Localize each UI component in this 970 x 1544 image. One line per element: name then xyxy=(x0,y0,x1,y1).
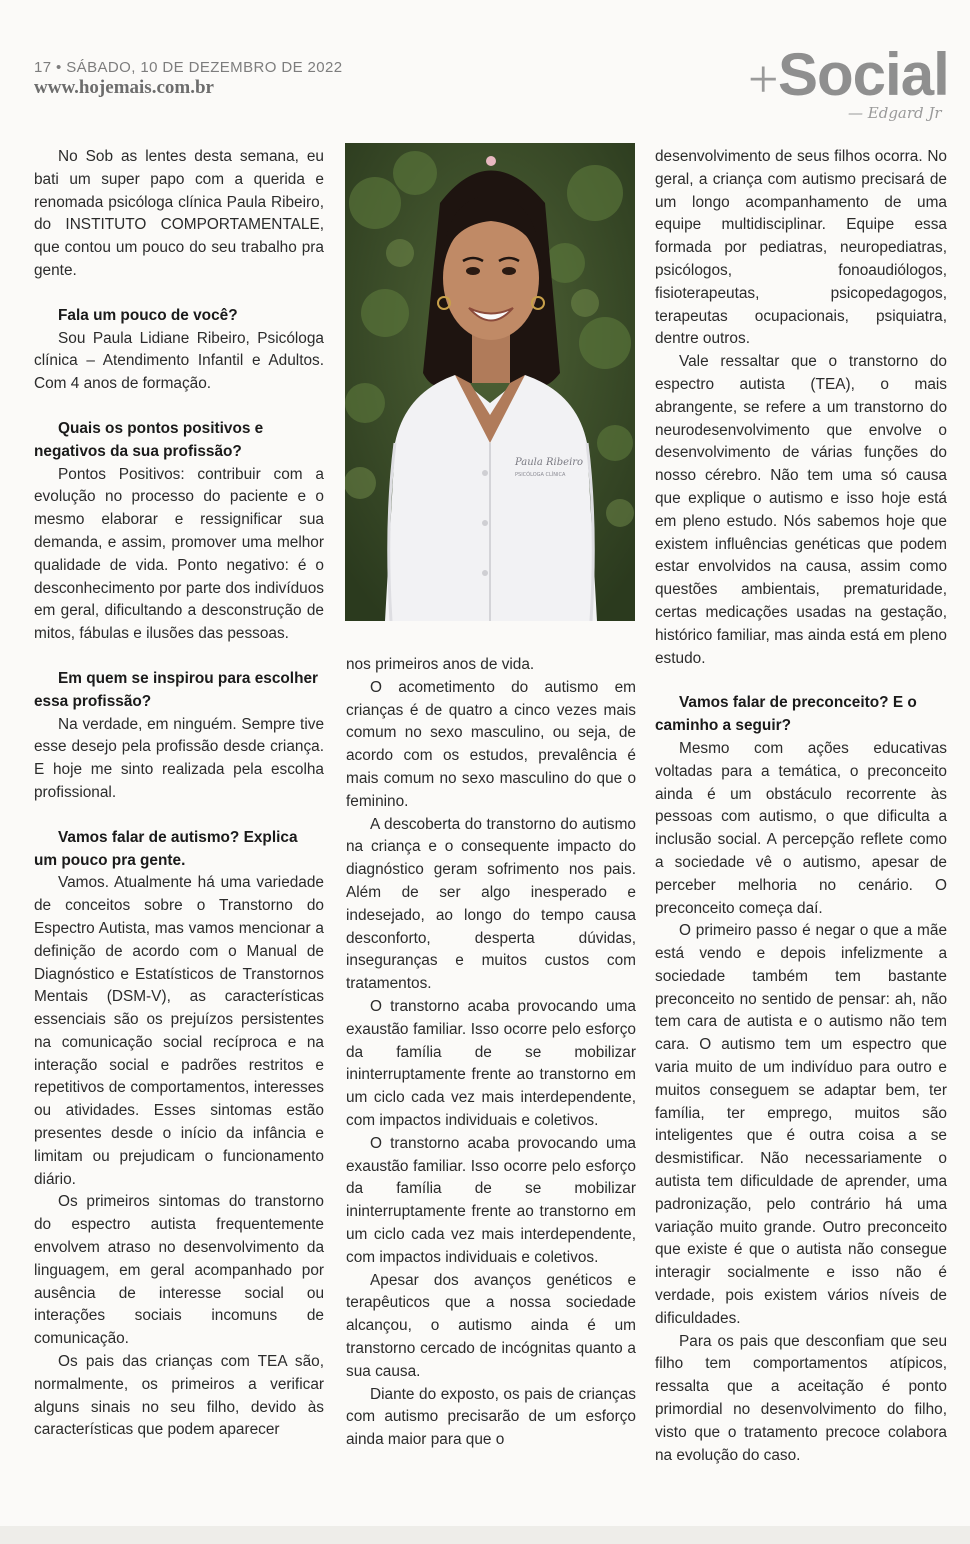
column-2-paragraph-4: O transtorno acaba provocando uma exaustão familiar. Isso ocorre pelo esforço da família de se mobilizar ininterruptamente frente ao transtorno em um ciclo cada vez mais interdependente, com impactos individuais e coletivos. xyxy=(346,1134,636,1266)
answer-5-paragraph-3: Para os pais que desconfiam que seu filho tem comportamentos atípicos, ressalta que a aceitação é ponto primordial no desenvolvimento do filho, visto que o tratamento precoce colabora na evolução do caso. xyxy=(655,1332,947,1464)
page-bottom-strip xyxy=(0,1526,970,1544)
answer-4-paragraph-2: Os primeiros sintomas do transtorno do espectro autista frequentemente envolvem atraso no desenvolvimento da linguagem, em geral acompanhado por ausência de interesse social ou interações sociais incomuns de comunicação. xyxy=(34,1193,324,1348)
column-2-paragraph-1: O acometimento do autismo em crianças é de quatro a cinco vezes mais comum no sexo masculino, ou seja, de acordo com os estudos, prevalência é mais comum no sexo masculino do que o feminino. xyxy=(346,678,636,810)
question-1: Fala um pouco de você? xyxy=(58,306,238,324)
question-3: Em quem se inspirou para escolher essa profissão? xyxy=(34,669,319,710)
column-2 xyxy=(346,654,636,1452)
column-3-paragraph-0: desenvolvimento de seus filhos ocorra. No geral, a criança com autismo precisará de um longo acompanhamento de uma equipe multidisciplinar. Equipe essa formada por pediatras, neuropediatras, psicólogos, fonoaudiólogos, fisioterapeutas, psicopedagogos, terapeutas ocupacionais, psiquiatra, dentre outros. xyxy=(655,148,947,348)
coat-name: Paula Ribeiro xyxy=(515,457,584,468)
answer-5-paragraph-1: Mesmo com ações educativas voltadas para a temática, o preconceito ainda é um obstáculo recorrente às pessoas com autismo, o que dificulta a inclusão social. A percepção reflete como a sociedade vê o autismo, apesar de perceber melhoria no cenário. O preconceito começa daí. xyxy=(655,739,947,917)
answer-4-paragraph-3: Os pais das crianças com TEA são, normalmente, os primeiros a verificar alguns sinais no seu filho, devido às características que podem aparecer xyxy=(34,1353,324,1439)
column-2-paragraph-0: nos primeiros anos de vida. xyxy=(346,656,535,673)
social-logo xyxy=(748,40,948,135)
answer-1: Sou Paula Lidiane Ribeiro, Psicóloga clínica – Atendimento Infantil e Adultos. Com 4 anos de formação. xyxy=(34,329,324,393)
question-2: Quais os pontos positivos e negativos da sua profissão? xyxy=(34,419,264,460)
question-4: Vamos falar de autismo? Explica um pouco pra gente. xyxy=(34,828,298,869)
question-5: Vamos falar de preconceito? E o caminho a seguir? xyxy=(655,694,917,735)
answer-4-paragraph-1: Vamos. Atualmente há uma variedade de conceitos sobre o Transtorno do Espectro Autista, mas vamos mencionar a definição de acordo com o Manual de Diagnóstico e Estatísticos de Transtornos Mentais (DSM-V), as características essenciais são os prejuízos persistentes na comunicação social recíproca e na interação social e padrões restritos e repetitivos de comportamentos, interesses ou atividades. Esses sintomas estão presentes desde o início da infância e limitam ou prejudicam o funcionamento diário. xyxy=(34,874,324,1188)
column-1 xyxy=(34,146,324,1442)
site-url[interactable]: www.hojemais.com.br xyxy=(34,77,214,98)
portrait-illustration xyxy=(345,143,635,621)
column-2-paragraph-5: Apesar dos avanços genéticos e terapêuticos que a nossa sociedade alcançou, o autismo ainda é um transtorno cercado de incógnitas quanto a sua causa. xyxy=(346,1271,636,1380)
logo-word: Social xyxy=(778,41,949,108)
column-2-paragraph-3: O transtorno acaba provocando uma exaustão familiar. Isso ocorre pelo esforço da família de se mobilizar ininterruptamente frente ao transtorno em um ciclo cada vez mais interdependente, com impactos individuais e coletivos. xyxy=(346,997,636,1129)
coat-title: PSICÓLOGA CLÍNICA xyxy=(515,472,566,478)
column-3-paragraph-1: Vale ressaltar que o transtorno do espectro autista (TEA), o mais abrangente, se refere a um transtorno do neurodesenvolvimento que envolve o desenvolvimento de várias funções do nosso cérebro. Não tem uma só causa que explique o autismo e isso hoje está em pleno estudo. Nós sabemos hoje que existem influências genéticas que podem estar envolvidos na causa, assim como questões ambientais, prematuridade, certas medicações usadas na gestação, histórico familiar, mas ainda está em pleno estudo. xyxy=(655,353,947,667)
logo-signature: — Edgard Jr xyxy=(848,104,942,122)
portrait-photo xyxy=(345,143,635,621)
column-3 xyxy=(655,146,947,1467)
date-line: 17 • SÁBADO, 10 DE DEZEMBRO DE 2022 xyxy=(34,59,343,76)
column-2-paragraph-6: Diante do exposto, os pais de crianças com autismo precisarão de um esforço ainda maior para que o xyxy=(346,1385,636,1449)
answer-3: Na verdade, em ninguém. Sempre tive esse desejo pela profissão desde criança. E hoje me sinto realizada pela escolha profissional. xyxy=(34,715,324,801)
answer-5-paragraph-2: O primeiro passo é negar o que a mãe está vendo e depois infelizmente a sociedade também tem bastante preconceito no sentido de pensar: ah, não tem cara de autista e o autismo não tem cara. O autismo tem um espectro que varia muito de um indivíduo para outro e muitos conseguem se adaptar bem, ter família, ter emprego, muitos são inteligentes que é outra coisa a se desmistificar. Não necessariamente o autista tem dificuldade de aprender, uma padronização, pelo contrário há uma variação muito grande. Outro preconceito que existe é que o autista não consegue interagir socialmente e isso não é verdade, pois existem vários níveis de dificuldades. xyxy=(655,922,947,1327)
answer-2: Pontos Positivos: contribuir com a evolução no processo do paciente e o mesmo elaborar e ressignificar sua demanda, e assim, promover uma melhor qualidade de vida. Ponto negativo: é o desconhecimento por parte dos indivíduos em geral, dificultando a desconstrução de mitos, fábulas e ilusões das pessoas. xyxy=(34,465,324,643)
logo-plus: + xyxy=(748,49,779,109)
column-2-paragraph-2: A descoberta do transtorno do autismo na criança e o consequente impacto do diagnóstico geram sofrimento nos pais. Além de ser algo inesperado e indesejado, ao longo do tempo causa desconforto, desperta dúvidas, inseguranças e muitos custos com tratamentos. xyxy=(346,815,636,993)
intro-paragraph: No Sob as lentes desta semana, eu bati um super papo com a querida e renomada psicóloga clínica Paula Ribeiro, do INSTITUTO COMPORTAMENTALE, que contou um pouco do seu trabalho pra gente. xyxy=(34,148,324,279)
